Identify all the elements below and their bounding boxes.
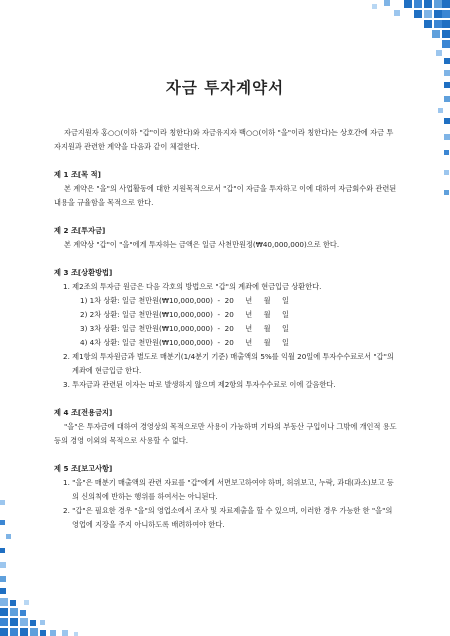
document-body: [54, 126, 400, 532]
repayment-schedule-item: 3) 3차 상환: 일금 천만원(₩10,000,000) - 20 년 월 일: [80, 324, 289, 333]
article-2: [54, 224, 400, 252]
article-4: [54, 406, 400, 448]
article-body: 본 계약상 "갑"이 "을"에게 투자하는 금액은 일금 사천만원정(₩40,000,000)으로 한다.: [64, 240, 340, 249]
list-item: 2. 제1항의 투자원금과 별도로 매분기(1/4분기 기준) 매출액의 5%를 익월 20일에 투자수수료로서 "갑"의 계좌에 현금입금 한다.: [63, 352, 394, 375]
article-heading: 제 1 조[목 적]: [54, 170, 101, 179]
article-body: 본 계약은 "을"의 사업활동에 대한 지원목적으로서 "갑"이 자금을 투자하고 이에 대하여 자금회수와 관련된 내용을 규율함을 목적으로 한다.: [54, 184, 397, 207]
article-heading: 제 3 조[상환방법]: [54, 268, 113, 277]
article-1: [54, 168, 400, 210]
document-title: 자금 투자계약서: [165, 79, 285, 97]
list-item: 2. "갑"은 필요한 경우 "을"의 영업소에서 조사 및 자료제출을 할 수 있으며, 이러한 경우 가능한 한 "을"의 영업에 지장을 주지 아니하도록 배려하여야 한다.: [63, 506, 393, 529]
repayment-schedule-item: 2) 2차 상환: 일금 천만원(₩10,000,000) - 20 년 월 일: [80, 310, 289, 319]
article-body: "을"은 투자금에 대하여 경영상의 목적으로만 사용이 가능하며 기타의 부동산 구입이나 그밖에 개인적 용도 등의 경영 이외의 목적으로 사용할 수 없다.: [54, 422, 397, 445]
repayment-schedule-item: 4) 4차 상환: 일금 천만원(₩10,000,000) - 20 년 월 일: [80, 338, 289, 347]
article-heading: 제 2 조[투자금]: [54, 226, 106, 235]
list-item: 1. 제2조의 투자금 원금은 다음 각호의 방법으로 "갑"의 계좌에 현금입금 상환한다.: [63, 282, 322, 291]
article-heading: 제 4 조[전용금지]: [54, 408, 113, 417]
article-5: [54, 462, 400, 532]
article-3: [54, 266, 400, 392]
list-item: 1. "을"은 매분기 매출액의 관련 자료를 "갑"에게 서면보고하여야 하며, 허위보고, 누락, 과대(과소)보고 등의 신의칙에 반하는 행위를 하여서는 아니된다.: [63, 478, 394, 501]
article-heading: 제 5 조[보고사항]: [54, 464, 113, 473]
list-item: 3. 투자금과 관련된 이자는 따로 발생하지 않으며 제2항의 투자수수료로 이에 갈음한다.: [63, 380, 336, 389]
repayment-schedule-item: 1) 1차 상환: 일금 천만원(₩10,000,000) - 20 년 월 일: [80, 296, 289, 305]
intro-paragraph: 자금지원자 홍○○(이하 "갑"이라 칭한다)와 자금유지자 백○○(이하 "을"이라 칭한다)는 상호간에 자금 투자지원과 관련한 계약을 다음과 같이 체결한다.: [54, 128, 394, 151]
